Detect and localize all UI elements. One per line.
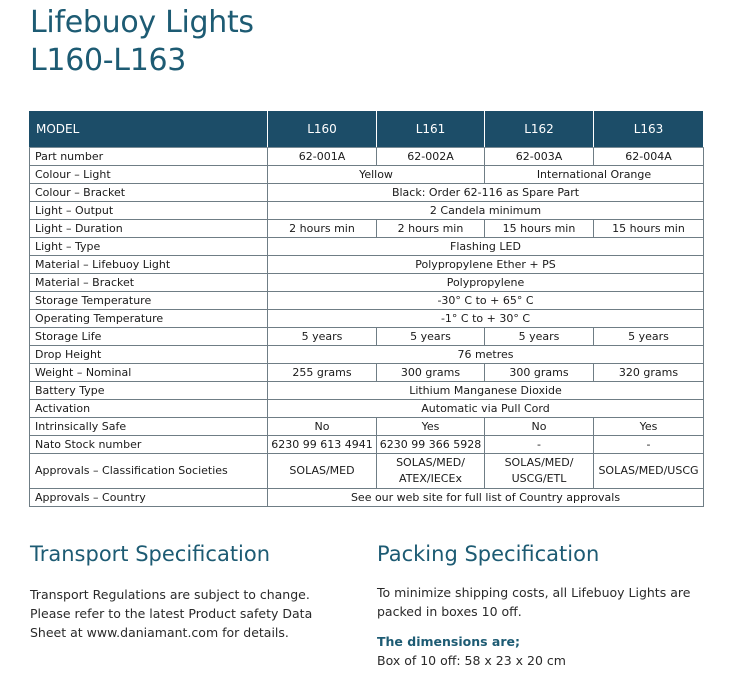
table-row	[30, 418, 704, 436]
row-label: Nato Stock number	[30, 436, 268, 454]
table-cell: SOLAS/MED	[268, 454, 377, 489]
dimensions-heading: The dimensions are;	[377, 634, 520, 649]
table-cell: 5 years	[485, 328, 594, 346]
table-body	[30, 148, 704, 507]
table-cell: Black: Order 62-116 as Spare Part	[268, 184, 704, 202]
table-cell: Lithium Manganese Dioxide	[268, 382, 704, 400]
table-row	[30, 148, 704, 166]
table-cell: -	[594, 436, 704, 454]
row-label: Part number	[30, 148, 268, 166]
row-label: Drop Height	[30, 346, 268, 364]
table-cell: Yellow	[268, 166, 485, 184]
table-header-row	[30, 111, 704, 148]
table-cell: 15 hours min	[594, 220, 704, 238]
packing-line: packed in boxes 10 off.	[377, 604, 522, 619]
table-cell: 62-001A	[268, 148, 377, 166]
dimensions-value: Box of 10 off: 58 x 23 x 20 cm	[377, 653, 566, 668]
table-row	[30, 346, 704, 364]
table-cell: 2 hours min	[268, 220, 377, 238]
table-row	[30, 292, 704, 310]
table-cell: 62-003A	[485, 148, 594, 166]
row-label: Material – Bracket	[30, 274, 268, 292]
row-label: Storage Temperature	[30, 292, 268, 310]
table-row	[30, 310, 704, 328]
table-row	[30, 256, 704, 274]
table-cell: Yes	[377, 418, 485, 436]
transport-line: Transport Regulations are subject to change.	[30, 587, 310, 602]
header-l160: L160	[268, 111, 377, 148]
table-row	[30, 454, 704, 489]
row-label: Activation	[30, 400, 268, 418]
transport-line: Sheet at www.daniamant.com for details.	[30, 625, 289, 640]
table-cell: 76 metres	[268, 346, 704, 364]
table-cell: 255 grams	[268, 364, 377, 382]
row-label: Intrinsically Safe	[30, 418, 268, 436]
table-cell: Flashing LED	[268, 238, 704, 256]
table-row	[30, 166, 704, 184]
header-l162: L162	[485, 111, 594, 148]
table-row	[30, 202, 704, 220]
table-row	[30, 436, 704, 454]
table-cell: SOLAS/MED/USCG	[594, 454, 704, 489]
table-row	[30, 184, 704, 202]
packing-title: Packing Specification	[377, 542, 600, 566]
table-cell: 6230 99 366 5928	[377, 436, 485, 454]
table-cell: Automatic via Pull Cord	[268, 400, 704, 418]
row-label: Colour – Light	[30, 166, 268, 184]
header-l163: L163	[594, 111, 704, 148]
table-cell: 2 hours min	[377, 220, 485, 238]
table-row	[30, 328, 704, 346]
table-cell: 5 years	[377, 328, 485, 346]
transport-line: Please refer to the latest Product safety Data	[30, 606, 313, 621]
table-cell: 5 years	[268, 328, 377, 346]
table-cell: 300 grams	[485, 364, 594, 382]
table-cell: SOLAS/MED/ ATEX/IECEx	[377, 454, 485, 489]
table-row	[30, 220, 704, 238]
table-cell: Polypropylene	[268, 274, 704, 292]
transport-text	[30, 585, 312, 642]
packing-text	[377, 583, 690, 670]
row-label: Light – Output	[30, 202, 268, 220]
table-cell: 300 grams	[377, 364, 485, 382]
table-cell: 15 hours min	[485, 220, 594, 238]
table-cell: -	[485, 436, 594, 454]
row-label: Material – Lifebuoy Light	[30, 256, 268, 274]
table-cell: No	[485, 418, 594, 436]
row-label: Weight – Nominal	[30, 364, 268, 382]
row-label: Approvals – Classification Societies	[30, 454, 268, 489]
row-label: Approvals – Country	[30, 489, 268, 507]
header-model: MODEL	[30, 111, 268, 148]
row-label: Light – Duration	[30, 220, 268, 238]
table-row	[30, 382, 704, 400]
table-row	[30, 238, 704, 256]
table-cell: -1° C to + 30° C	[268, 310, 704, 328]
packing-line: To minimize shipping costs, all Lifebuoy Lights are	[377, 585, 691, 600]
table-row	[30, 400, 704, 418]
table-cell: See our web site for full list of Country approvals	[268, 489, 704, 507]
row-label: Light – Type	[30, 238, 268, 256]
table-cell: 2 Candela minimum	[268, 202, 704, 220]
table-cell: Polypropylene Ether + PS	[268, 256, 704, 274]
table-cell: 62-002A	[377, 148, 485, 166]
title-line-2: L160-L163	[30, 43, 187, 78]
table-cell: Yes	[594, 418, 704, 436]
row-label: Colour – Bracket	[30, 184, 268, 202]
table-cell: -30° C to + 65° C	[268, 292, 704, 310]
table-row	[30, 489, 704, 507]
row-label: Battery Type	[30, 382, 268, 400]
table-cell: 5 years	[594, 328, 704, 346]
header-l161: L161	[377, 111, 485, 148]
table-row	[30, 364, 704, 382]
table-cell: No	[268, 418, 377, 436]
table-cell: International Orange	[485, 166, 704, 184]
page-title	[30, 4, 254, 80]
row-label: Operating Temperature	[30, 310, 268, 328]
table-cell: 62-004A	[594, 148, 704, 166]
table-row	[30, 274, 704, 292]
table-cell: 320 grams	[594, 364, 704, 382]
table-cell: SOLAS/MED/ USCG/ETL	[485, 454, 594, 489]
table-cell: 6230 99 613 4941	[268, 436, 377, 454]
spec-table	[29, 110, 704, 507]
title-line-1: Lifebuoy Lights	[30, 5, 254, 40]
transport-title: Transport Specification	[30, 542, 271, 566]
row-label: Storage Life	[30, 328, 268, 346]
